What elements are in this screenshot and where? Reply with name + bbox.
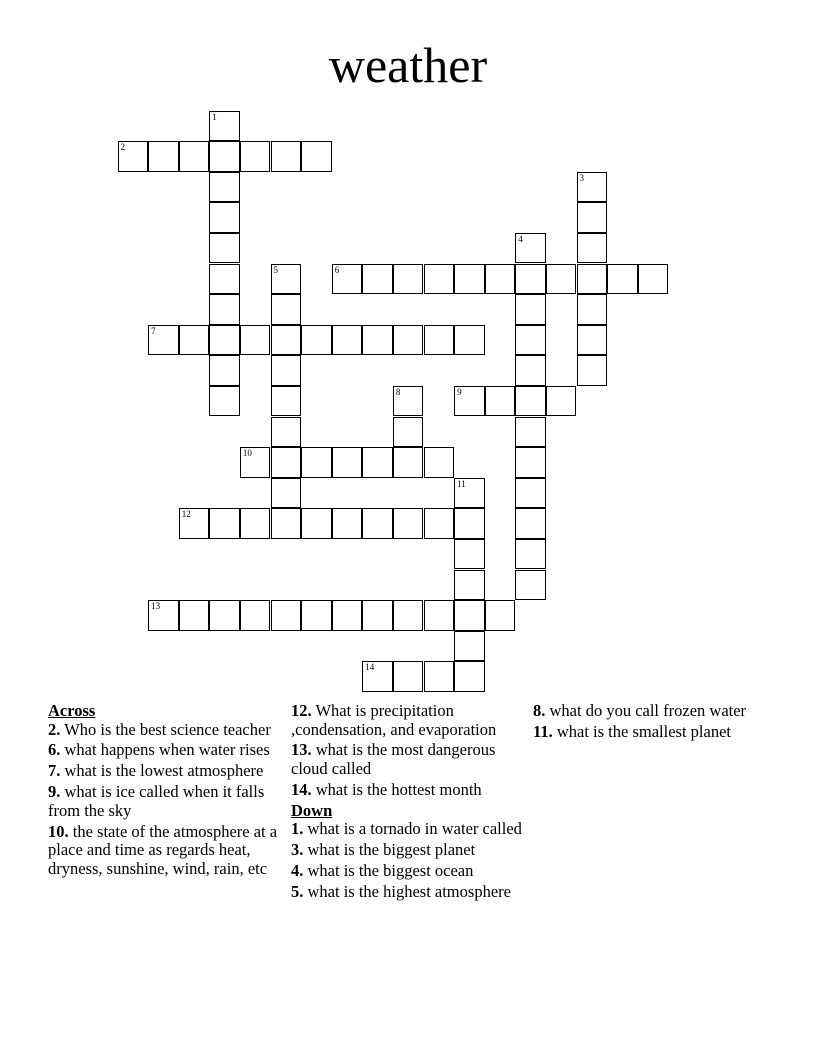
grid-cell[interactable] (515, 294, 546, 325)
clue-item-text: what is the biggest planet (303, 840, 476, 860)
clue-item-text: what is the smallest planet (552, 721, 731, 741)
grid-cell[interactable] (485, 600, 516, 631)
clue-item-text: what is the lowest atmosphere (60, 761, 264, 781)
clue-item (533, 702, 768, 721)
grid-cell[interactable] (424, 508, 455, 539)
clue-number: 8 (395, 386, 401, 397)
clue-item-number: 8. (533, 701, 546, 720)
clue-item-text: what is a tornado in water called (303, 819, 522, 839)
clue-item-text: what is the highest atmosphere (303, 882, 511, 902)
grid-cell[interactable] (209, 172, 240, 203)
clue-item-number: 13. (291, 740, 312, 760)
clue-item (48, 721, 283, 740)
grid-cell[interactable] (515, 386, 546, 417)
grid-cell[interactable] (577, 355, 608, 386)
clue-number: 13 (151, 601, 161, 612)
clues-column-1 (48, 702, 283, 881)
grid-cell[interactable] (362, 600, 393, 631)
grid-cell[interactable] (301, 447, 332, 478)
clue-item-text: what is the hottest month (311, 779, 482, 799)
grid-cell[interactable] (393, 264, 424, 295)
grid-cell[interactable] (271, 264, 302, 295)
grid-cell[interactable] (301, 508, 332, 539)
clue-item (533, 723, 768, 742)
grid-cell[interactable] (515, 355, 546, 386)
grid-cell[interactable] (271, 447, 302, 478)
clue-item (291, 741, 527, 778)
grid-cell[interactable] (577, 172, 608, 203)
grid-cell[interactable] (393, 447, 424, 478)
grid-cell[interactable] (454, 631, 485, 662)
grid-cell[interactable] (485, 386, 516, 417)
grid-cell[interactable] (301, 600, 332, 631)
clue-number: 1 (212, 111, 217, 122)
grid-cell[interactable] (515, 264, 546, 295)
clue-item (291, 702, 527, 739)
grid-cell[interactable] (271, 600, 302, 631)
grid-cell[interactable] (515, 539, 546, 570)
grid-cell[interactable] (515, 478, 546, 509)
grid-cell[interactable] (271, 141, 302, 172)
grid-cell[interactable] (271, 417, 302, 448)
grid-cell[interactable] (577, 325, 608, 356)
clue-item-number: 2. (48, 719, 61, 739)
grid-cell[interactable] (240, 508, 271, 539)
clue-number: 9 (457, 386, 462, 397)
grid-cell[interactable] (209, 294, 240, 325)
grid-cell[interactable] (240, 141, 271, 172)
grid-cell[interactable] (454, 600, 485, 631)
grid-cell[interactable] (332, 264, 363, 295)
grid-cell[interactable] (393, 600, 424, 631)
clue-item (291, 862, 527, 881)
grid-cell[interactable] (454, 570, 485, 601)
grid-cell[interactable] (393, 508, 424, 539)
grid-cell[interactable] (546, 386, 577, 417)
grid-cell[interactable] (209, 386, 240, 417)
grid-cell[interactable] (240, 447, 271, 478)
grid-cell[interactable] (179, 325, 210, 356)
clue-item-number: 10. (48, 821, 69, 841)
grid-cell[interactable] (209, 325, 240, 356)
grid-cell[interactable] (454, 539, 485, 570)
clue-item (291, 883, 527, 902)
grid-cell[interactable] (515, 417, 546, 448)
grid-cell[interactable] (118, 141, 149, 172)
clue-item-number: 14. (291, 779, 312, 799)
clue-number: 4 (518, 233, 523, 244)
grid-cell[interactable] (209, 508, 240, 539)
grid-cell[interactable] (393, 386, 424, 417)
grid-cell[interactable] (301, 141, 332, 172)
clue-number: 14 (365, 662, 375, 673)
clue-item-number: 4. (291, 861, 304, 881)
clue-item (291, 781, 527, 800)
grid-cell[interactable] (240, 600, 271, 631)
clue-item-text: what is ice called when it falls from the sky (48, 782, 265, 820)
grid-cell[interactable] (179, 141, 210, 172)
grid-cell[interactable] (179, 600, 210, 631)
clue-item-number: 9. (48, 782, 61, 802)
grid-cell[interactable] (209, 233, 240, 264)
grid-cell[interactable] (515, 447, 546, 478)
clue-item (291, 820, 527, 839)
clue-number: 5 (273, 264, 278, 275)
clue-item (48, 783, 283, 820)
grid-cell[interactable] (515, 233, 546, 264)
grid-cell[interactable] (209, 355, 240, 386)
grid-cell[interactable] (209, 111, 240, 142)
grid-cell[interactable] (454, 661, 485, 692)
grid-cell[interactable] (209, 264, 240, 295)
clue-item-text: what do you call frozen water (545, 701, 747, 720)
grid-cell[interactable] (148, 600, 179, 631)
clue-number: 6 (334, 264, 340, 275)
clue-item-text: what is the biggest ocean (303, 861, 474, 881)
grid-cell[interactable] (424, 325, 455, 356)
clue-number: 2 (120, 142, 125, 153)
clue-item-number: 11. (533, 721, 553, 741)
grid-cell[interactable] (393, 325, 424, 356)
grid-cell[interactable] (515, 325, 546, 356)
clue-item-number: 6. (48, 740, 61, 760)
grid-cell[interactable] (362, 508, 393, 539)
grid-cell[interactable] (271, 478, 302, 509)
grid-cell[interactable] (148, 141, 179, 172)
grid-cell[interactable] (454, 508, 485, 539)
grid-cell[interactable] (515, 508, 546, 539)
grid-cell[interactable] (577, 233, 608, 264)
grid-cell[interactable] (607, 264, 638, 295)
grid-cell[interactable] (424, 264, 455, 295)
grid-cell[interactable] (271, 294, 302, 325)
clue-number: 10 (242, 448, 252, 459)
grid-cell[interactable] (332, 600, 363, 631)
clue-item-text: What is precipitation ,condensation, and evaporation (291, 701, 497, 739)
grid-cell[interactable] (393, 661, 424, 692)
grid-cell[interactable] (577, 294, 608, 325)
grid-cell[interactable] (454, 386, 485, 417)
clues-column-3 (533, 702, 768, 744)
grid-cell[interactable] (515, 570, 546, 601)
grid-cell[interactable] (546, 264, 577, 295)
clue-item-number: 5. (291, 882, 304, 902)
grid-cell[interactable] (332, 447, 363, 478)
clue-item (48, 762, 283, 781)
grid-cell[interactable] (454, 478, 485, 509)
clue-item-text: Who is the best science teacher (60, 719, 271, 739)
grid-cell[interactable] (393, 417, 424, 448)
grid-cell[interactable] (454, 264, 485, 295)
grid-cell[interactable] (362, 264, 393, 295)
grid-cell[interactable] (209, 202, 240, 233)
grid-cell[interactable] (362, 447, 393, 478)
grid-cell[interactable] (271, 508, 302, 539)
clue-item-text: the state of the atmosphere at a place and time as regards heat, dryness, sunshine, wind, rain, etc (48, 821, 278, 878)
across-heading: Across (48, 701, 96, 720)
grid-cell[interactable] (424, 661, 455, 692)
grid-cell[interactable] (577, 264, 608, 295)
grid-cell[interactable] (638, 264, 669, 295)
grid-cell[interactable] (271, 325, 302, 356)
clue-item (48, 741, 283, 760)
grid-cell[interactable] (240, 325, 271, 356)
grid-cell[interactable] (362, 661, 393, 692)
clue-number: 11 (457, 478, 466, 489)
clue-item-number: 12. (291, 701, 312, 720)
clue-item-number: 7. (48, 761, 61, 781)
clue-item (291, 841, 527, 860)
grid-cell[interactable] (362, 325, 393, 356)
clue-number: 3 (579, 172, 584, 183)
clue-item (48, 823, 283, 879)
grid-cell[interactable] (301, 325, 332, 356)
grid-cell[interactable] (454, 325, 485, 356)
grid-cell[interactable] (424, 447, 455, 478)
clue-number: 7 (151, 325, 156, 336)
grid-cell[interactable] (148, 325, 179, 356)
clue-number: 12 (181, 509, 191, 520)
grid-cell[interactable] (332, 325, 363, 356)
clues-column-2 (291, 702, 527, 904)
grid-cell[interactable] (485, 264, 516, 295)
grid-cell[interactable] (271, 386, 302, 417)
grid-cell[interactable] (209, 141, 240, 172)
grid-cell[interactable] (179, 508, 210, 539)
grid-cell[interactable] (424, 600, 455, 631)
puzzle-title: weather (328, 37, 488, 93)
clue-item-number: 1. (291, 819, 304, 839)
grid-cell[interactable] (332, 508, 363, 539)
clue-item-text: what happens when water rises (60, 740, 270, 760)
down-heading: Down (291, 800, 333, 820)
grid-cell[interactable] (271, 355, 302, 386)
grid-cell[interactable] (577, 202, 608, 233)
grid-cell[interactable] (209, 600, 240, 631)
clue-item-text: what is the most dangerous cloud called (291, 740, 496, 779)
clue-item-number: 3. (291, 840, 304, 860)
